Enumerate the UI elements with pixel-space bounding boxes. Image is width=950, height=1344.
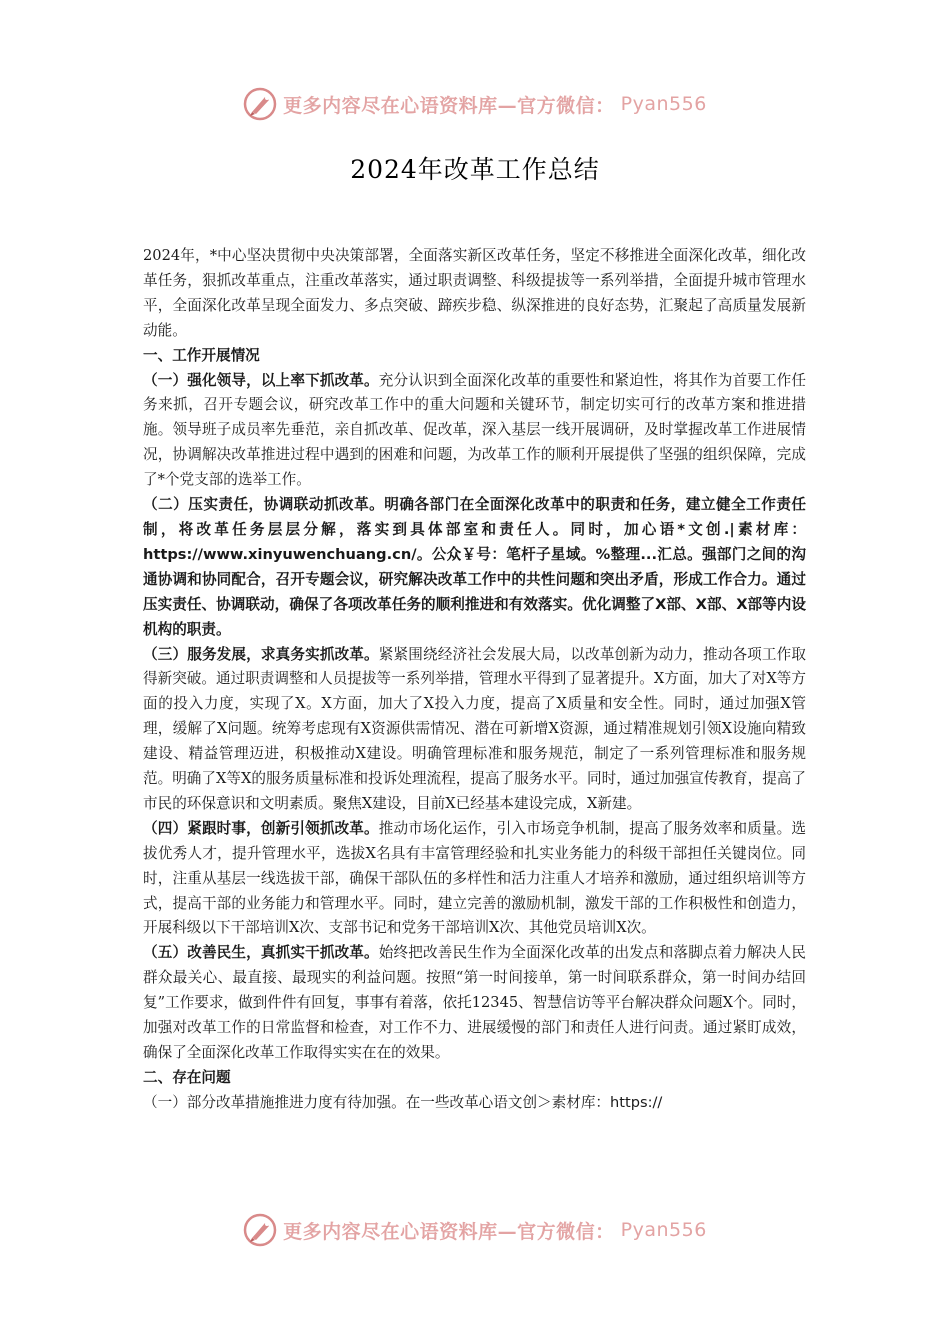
paragraph-1-2: （二）压实责任，协调联动抓改革。明确各部门在全面深化改革中的职责和任务，建立健全工作责任制，将改革任务层层分解，落实到具体部室和责任人。同时，加心语*文创.|素材库：https://www.xinyuwenchuang.cn/。公众￥号：笔杆子星域。%整理...汇总。强部门之间的沟通协调和协同配合，召开专题会议，研究解决改革工作中的共性问题和突出矛盾，形成工作合力。通过压实责任、协调联动，确保了各项改革任务的顺利推进和有效落实。优化调整了X部、X部、X部等内设机构的职责。 bbox=[143, 496, 806, 638]
pen-logo-icon bbox=[243, 87, 277, 121]
footer-watermark-banner bbox=[0, 1210, 950, 1250]
paragraph-1-3 bbox=[143, 643, 806, 817]
paragraph-body: 始终把改善民生作为全面深化改革的出发点和落脚点着力解决人民群众最关心、最直接、最现实的利益问题。按照“第一时间接单，第一时间联系群众，第一时间办结回复”工作要求，做到件件有回复，事事有着落，依托12345、智慧信访等平台解决群众问题X个。同时，加强对改革工作的日常监督和检查，对工作不力、进展缓慢的部门和责任人进行问责。通过紧盯成效，确保了全面深化改革工作取得实实在在的效果。 bbox=[143, 944, 806, 1061]
paragraph-body: 推动市场化运作，引入市场竞争机制，提高了服务效率和质量。选拔优秀人才，提升管理水平，选拔X名具有丰富管理经验和扎实业务能力的科级干部担任关键岗位。同时，注重从基层一线选拔干部，确保干部队伍的多样性和活力注重人才培养和激励，通过组织培训等方式，提高干部的业务能力和管理水平。同时，建立完善的激励机制，激发干部的工作积极性和创造力，开展科级以下干部培训X次、支部书记和党务干部培训X次、其他党员培训X次。 bbox=[143, 819, 806, 937]
paragraph-1-4 bbox=[143, 817, 806, 942]
document-body bbox=[143, 244, 806, 1116]
banner-wechat-id: Pyan556 bbox=[620, 93, 707, 115]
paragraph-lead: （五）改善民生，真抓实干抓改革。 bbox=[143, 944, 379, 962]
section-heading-1: 一、工作开展情况 bbox=[143, 346, 260, 364]
paragraph-1-5 bbox=[143, 941, 806, 1066]
paragraph-body: 充分认识到全面深化改革的重要性和紧迫性，将其作为首要工作任务来抓，召开专题会议，研究改革工作中的重大问题和关键环节，制定切实可行的改革方案和推进措施。领导班子成员率先垂范，亲自抓改革、促改革，深入基层一线开展调研，及时掌握改革工作进展情况，协调解决改革推进过程中遇到的困难和问题，为改革工作的顺利开展提供了坚强的组织保障，完成了*个党支部的选举工作。 bbox=[143, 371, 806, 489]
paragraph-1-1 bbox=[143, 369, 806, 494]
intro-paragraph: 2024年，*中心坚决贯彻中央决策部署，全面落实新区改革任务，坚定不移推进全面深化改革，细化改革任务，狠抓改革重点，注重改革落实，通过职责调整、科级提拔等一系列举措，全面提升城市管理水平，全面深化改革呈现全面发力、多点突破、蹄疾步稳、纵深推进的良好态势，汇聚起了高质量发展新动能。 bbox=[143, 247, 806, 339]
pen-logo-icon bbox=[243, 1213, 277, 1247]
page-title: 2024年改革工作总结 bbox=[350, 155, 600, 184]
banner-text: 更多内容尽在心语资料库—官方微信： bbox=[283, 94, 615, 117]
banner-text: 更多内容尽在心语资料库—官方微信： bbox=[283, 1220, 615, 1243]
paragraph-body: 紧紧围绕经济社会发展大局，以改革创新为动力，推动各项工作取得新突破。通过职责调整和人员提拔等一系列举措，管理水平得到了显著提升。X方面，加大了对X等方面的投入力度，实现了X。X方面，加大了X投入力度，提高了X质量和安全性。同时，通过加强X管理，缓解了X问题。统筹考虑现有X资源供需情况、潜在可新增X资源，通过精准规划引领X设施向精致建设、精益管理迈进，积极推动X建设。明确管理标准和服务规范，制定了一系列管理标准和服务规范。明确了X等X的服务质量标准和投诉处理流程，提高了服务水平。同时，通过加强宣传教育，提高了市民的环保意识和文明素质。聚焦X建设，目前X已经基本建设完成，X新建。 bbox=[143, 645, 806, 812]
header-watermark-banner bbox=[0, 84, 950, 124]
paragraph-2-1: （一）部分改革措施推进力度有待加强。在一些改革心语文创＞素材库：https:// bbox=[143, 1093, 663, 1111]
paragraph-lead: （四）紧跟时事，创新引领抓改革。 bbox=[143, 819, 379, 837]
paragraph-lead: （一）强化领导，以上率下抓改革。 bbox=[143, 371, 379, 389]
banner-wechat-id: Pyan556 bbox=[620, 1219, 707, 1241]
section-heading-2: 二、存在问题 bbox=[143, 1068, 231, 1086]
paragraph-lead: （三）服务发展，求真务实抓改革。 bbox=[143, 645, 379, 663]
